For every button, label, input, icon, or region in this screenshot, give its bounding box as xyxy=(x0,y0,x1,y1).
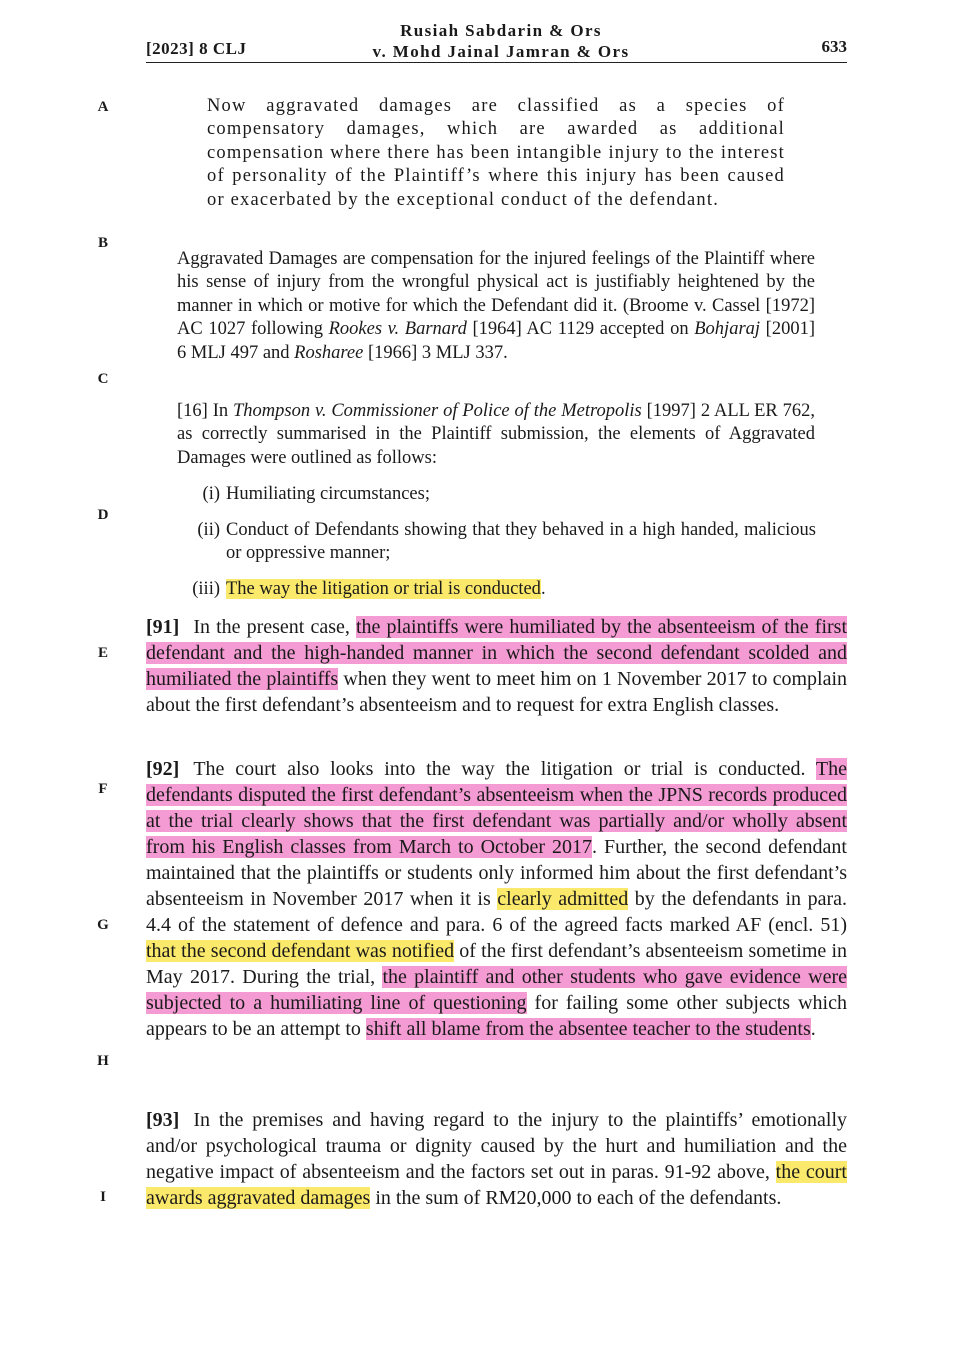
list-item-number: (i) xyxy=(202,484,220,504)
margin-letter-h: H xyxy=(97,1053,109,1069)
paragraph-number: [93] xyxy=(146,1109,180,1131)
quote-text: [1966] 3 MLJ 337. xyxy=(363,342,508,363)
case-title-line-1: Rusiah Sabdarin & Ors xyxy=(400,21,602,40)
margin-letter-e: E xyxy=(97,645,108,661)
page-number: 633 xyxy=(821,37,847,56)
list-item-number: (iii) xyxy=(192,579,220,599)
highlight-yellow: The way the litigation or trial is conducted xyxy=(226,579,541,599)
case-name-italic: Rosharee xyxy=(294,342,364,363)
quote-text: Aggravated Damages are compensation for the injured feelings of the Plaintiff where his sense of injury from the wrongful physical act is justifiably heightened by the manner in which or motive for which the Defendant did it. (Broome v. Cassel [1972] AC 1027 following xyxy=(177,249,815,340)
margin-letter-b: B xyxy=(97,235,108,251)
paragraph-text: for failing some other subjects which appears to be an attempt to xyxy=(146,992,847,1040)
list-item-text xyxy=(226,578,816,601)
paragraph-text: In the present case, xyxy=(193,616,356,638)
quote-text: [1964] AC 1129 accepted on xyxy=(466,319,695,340)
paragraph-number: [91] xyxy=(146,616,180,638)
list-item-text: Humiliating circumstances; xyxy=(226,484,430,504)
paragraph-number: [92] xyxy=(146,758,180,780)
margin-letter-f: F xyxy=(98,781,108,797)
paragraph-text: when they went to meet him on 1 November 2017 to complain about the first defendant’s absenteeism and to request for extra English classes. xyxy=(146,668,848,716)
highlight-yellow: that the second defendant was notified xyxy=(146,940,455,962)
running-header xyxy=(146,18,847,63)
paragraph-text: in the sum of RM20,000 to each of the defendants. xyxy=(370,1187,782,1209)
case-title-line-2: v. Mohd Jainal Jamran & Ors xyxy=(372,42,630,61)
quote-text: [16] In xyxy=(177,401,233,421)
case-name-italic: Thompson v. Commissioner of Police of the Metropolis xyxy=(233,401,642,421)
margin-letter-i: I xyxy=(100,1189,106,1205)
case-title xyxy=(326,20,676,62)
margin-letter-c: C xyxy=(97,371,109,387)
highlight-yellow: the court awards aggravated damages xyxy=(146,1161,847,1209)
margin-letter-a: A xyxy=(97,99,109,115)
quote-text: [2001] 6 MLJ 497 and xyxy=(177,319,816,363)
quote-text: [1997] 2 ALL ER 762, as correctly summarised in the Plaintiff submission, the elements of Aggravated Damages were outlined as follows: xyxy=(177,401,816,468)
highlight-pink: the plaintiff and other students who gave evidence were subjected to a humiliating line of questioning xyxy=(146,966,847,1014)
paragraph-93 xyxy=(146,1107,847,1211)
quoted-passage-aggravated-damages-compensation xyxy=(177,248,815,365)
quoted-passage-aggravated-damages-definition: Now aggravated damages are classified as a species of compensatory damages, which are awarded as additional compensation where there has been intangible injury to the interest of personality of the Plaintiff’s where this injury has been caused or exacerbated by the exceptional conduct of the defendant. xyxy=(207,96,785,210)
list-item-punctuation: . xyxy=(540,579,546,599)
highlight-pink: The defendants disputed the first defendant’s absenteeism when the JPNS records produced at the trial clearly shows that the first defendant was partially and/or wholly absent from his English classes from March to October 2017 xyxy=(146,758,847,858)
paragraph-text: by the defendants in para. 4.4 of the statement of defence and para. 6 of the agreed facts marked AF (encl. 51) xyxy=(146,888,847,936)
margin-letter-g: G xyxy=(97,917,109,933)
list-item-number: (ii) xyxy=(197,520,220,540)
highlight-pink: shift all blame from the absentee teacher to the students xyxy=(365,1018,811,1040)
highlight-pink: the plaintiffs were humiliated by the absenteeism of the first defendant and the high-handed manner in which the second defendant scolded and humiliated the plaintiffs xyxy=(146,616,848,690)
highlight-yellow: clearly admitted xyxy=(497,888,629,910)
paragraph-91 xyxy=(146,614,847,718)
paragraph-text: of the first defendant’s absenteeism sometime in May 2017. During the trial, xyxy=(146,940,848,988)
paragraph-text: The court also looks into the way the litigation or trial is conducted. xyxy=(193,758,816,780)
margin-letter-d: D xyxy=(97,507,109,523)
paragraph-text: In the premises and having regard to the injury to the plaintiffs’ emotionally and/or psychological trauma or dignity caused by the hurt and humiliation and the negative impact of absenteeism and the factors set out in paras. 91-92 above, xyxy=(146,1109,847,1183)
list-item-text: Conduct of Defendants showing that they behaved in a high handed, malicious or oppressive manner; xyxy=(226,520,816,564)
paragraph-text: . Further, the second defendant maintained that the plaintiffs or students only informed him about the first defendant’s absenteeism in November 2017 when it is xyxy=(146,836,847,910)
law-report-citation: [2023] 8 CLJ xyxy=(146,39,247,58)
case-name-italic: Bohjaraj xyxy=(694,319,761,340)
quoted-passage-thompson xyxy=(177,400,815,470)
paragraph-text: . xyxy=(810,1018,816,1040)
case-name-italic: Rookes v. Barnard xyxy=(328,319,467,340)
paragraph-92 xyxy=(146,756,847,1042)
